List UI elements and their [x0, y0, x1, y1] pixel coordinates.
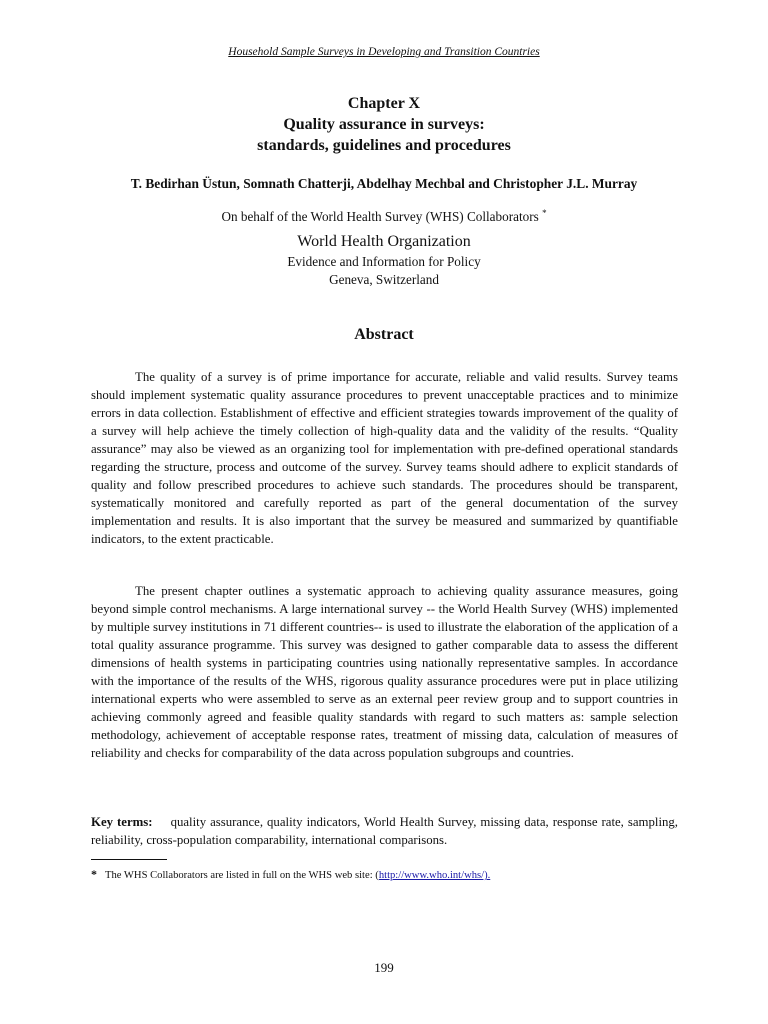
organization-location: Geneva, Switzerland: [329, 272, 439, 287]
behalf-text: On behalf of the World Health Survey (WHS) Collaborators: [221, 209, 543, 224]
organization-name: World Health Organization: [297, 233, 471, 250]
behalf-line: [0, 208, 768, 225]
key-terms-label: Key terms:: [91, 815, 153, 829]
organization-details: [0, 253, 768, 289]
footnote-text: The WHS Collaborators are listed in full on the WHS web site: (: [105, 870, 379, 881]
footnote-divider: [91, 859, 167, 860]
whs-website-link[interactable]: http://www.who.int/whs/).: [378, 870, 491, 881]
footnote: [91, 867, 678, 883]
chapter-number: Chapter X: [347, 95, 421, 112]
author-list: T. Bedirhan Üstun, Somnath Chatterji, Abdelhay Mechbal and Christopher J.L. Murray: [130, 176, 638, 191]
behalf-footnote-mark[interactable]: *: [542, 208, 547, 218]
organization-department: Evidence and Information for Policy: [287, 254, 481, 269]
running-header: [0, 46, 768, 58]
chapter-title-line2: standards, guidelines and procedures: [257, 137, 511, 154]
footnote-mark: *: [91, 867, 97, 881]
chapter-title-block: [0, 93, 768, 156]
running-header-text: Household Sample Surveys in Developing and Transition Countries: [228, 46, 540, 58]
abstract-heading: Abstract: [354, 326, 414, 343]
abstract-paragraph-2: The present chapter outlines a systematic approach to achieving quality assurance measures, going beyond simple control mechanisms. A large international survey -- the World Health Survey (WHS) implemented by multiple survey institutions in 71 different countries-- is used to illustrate the elaboration of the application of a total quality assurance programme. This survey was designed to gather comparable data to assess the different dimensions of health systems in participating countries using nationally representative samples. In accordance with the importance of the results of the WHS, rigorous quality assurance procedures were put in place utilizing international experts who were assembled to serve as an external peer review group and to support countries in achieving commonly agreed and feasible quality standards with regard to such matters as: sample selection methodology, achievement of acceptable response rates, treatment of missing data, calculation of measures of reliability and checks for comparability of the data across population subgroups and countries.: [91, 584, 678, 760]
abstract-paragraph-1: The quality of a survey is of prime importance for accurate, reliable and valid results. Survey teams should implement systematic quality assurance procedures to prevent unacceptable practices and to minimize errors in data collection. Establishment of effective and efficient strategies towards improvement of the quality of a survey will help achieve the timely collection of high-quality data and the validity of the results. “Quality assurance” may also be viewed as an organizing tool for implementation with pre-defined operational standards regarding the structure, process and outcome of the survey. Survey teams should adhere to explicit standards of quality and follow prescribed procedures to achieve such standards. The procedures should be transparent, systematically monitored and carefully reported as part of the general documentation of the survey implementation and results. It is also important that the survey be measured and summarized by quantifiable indicators, to the extent practicable.: [91, 370, 678, 546]
key-terms: [91, 813, 678, 849]
chapter-title-line1: Quality assurance in surveys:: [283, 116, 485, 133]
page-number: 199: [374, 960, 394, 975]
key-terms-text: quality assurance, quality indicators, World Health Survey, missing data, response rate, sampling, reliability, cross-population comparability, international comparisons.: [91, 815, 678, 847]
